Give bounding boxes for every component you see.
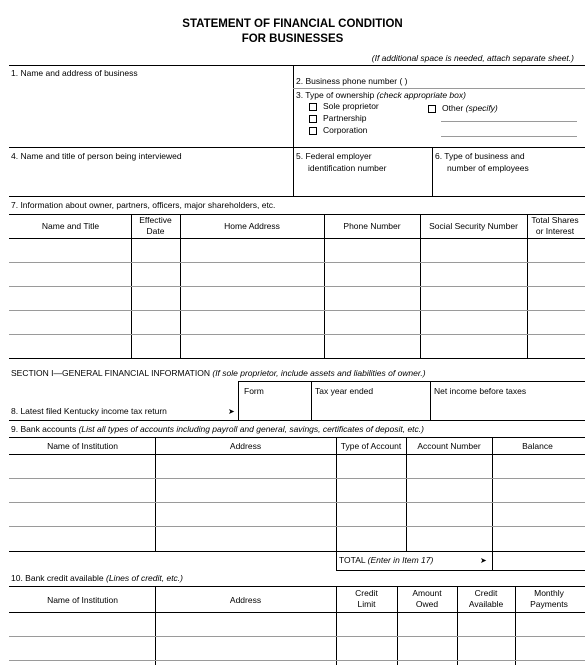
- rule-phone: [293, 88, 585, 89]
- field-5-input[interactable]: [296, 176, 430, 194]
- bank-row-2[interactable]: [10, 479, 584, 502]
- owners-header-ssn: Social Security Number: [429, 221, 518, 231]
- bank-row-4[interactable]: [10, 527, 584, 551]
- checkbox-corporation[interactable]: [309, 127, 317, 135]
- field-5-label-2: identification number: [308, 163, 387, 173]
- tax-form-label: Form: [244, 386, 264, 396]
- owners-header-shares-1: Total Shares: [531, 215, 579, 225]
- credit-header-payments-2: Payments: [530, 599, 568, 609]
- bank-header-type: Type of Account: [340, 441, 402, 451]
- field-4-input[interactable]: [10, 163, 290, 194]
- credit-header-limit-1: Credit: [355, 588, 378, 598]
- field-4-label: 4. Name and title of person being interviewed: [11, 151, 182, 161]
- field-1-input[interactable]: [10, 80, 290, 144]
- field-2-label: 2. Business phone number ( ): [296, 76, 408, 86]
- field-8-arrow-icon: ➤: [228, 407, 235, 416]
- owners-header-effective-2: Date: [146, 226, 165, 236]
- rule-col-mid: [293, 65, 294, 196]
- credit-header-payments-1: Monthly: [534, 588, 564, 598]
- owners-row-2[interactable]: [10, 263, 584, 286]
- credit-row-2[interactable]: [10, 637, 584, 660]
- field-9-hint: (List all types of accounts including payroll and general, savings, certificates of deposit, etc.): [78, 424, 424, 434]
- bank-total-hint: (Enter in Item 17): [367, 555, 434, 565]
- owners-header-effective-1: Effective: [139, 215, 172, 225]
- section-1-heading: [11, 368, 426, 379]
- field-5-label-1: 5. Federal employer: [296, 151, 372, 161]
- rule-top: [9, 65, 585, 66]
- tax-year-label: Tax year ended: [315, 386, 374, 396]
- option-other-hint: (specify): [465, 103, 498, 113]
- bank-header-balance: Balance: [522, 441, 553, 451]
- credit-row-line-2: [9, 660, 585, 661]
- owners-header-name-title: Name and Title: [41, 221, 100, 231]
- field-8-label: 8. Latest filed Kentucky income tax return: [11, 406, 167, 416]
- checkbox-other[interactable]: [428, 105, 436, 113]
- field-10-hint: (Lines of credit, etc.): [106, 573, 184, 583]
- field-6-input[interactable]: [435, 176, 583, 194]
- field-3-text: 3. Type of ownership: [296, 90, 375, 100]
- tax-form-input[interactable]: [240, 398, 309, 418]
- bank-row-1[interactable]: [10, 455, 584, 478]
- credit-table-top: [9, 586, 585, 587]
- other-specify-line-2: [441, 136, 577, 137]
- credit-header-available-1: Credit: [474, 588, 498, 598]
- owners-table-top: [9, 214, 585, 215]
- bank-header-address: Address: [229, 441, 262, 451]
- owners-row-5[interactable]: [10, 335, 584, 358]
- field-6-label-1: 6. Type of business and: [435, 151, 525, 161]
- bank-total-text: TOTAL: [339, 555, 366, 565]
- other-specify-input[interactable]: [441, 112, 577, 136]
- owners-header-home-address: Home Address: [224, 221, 280, 231]
- credit-header-owed-1: Amount: [412, 588, 442, 598]
- bank-total-label: [339, 555, 433, 566]
- field-3-label: [296, 90, 466, 101]
- bank-table-top: [9, 437, 585, 438]
- option-corporation-label: Corporation: [323, 125, 368, 135]
- form-title-line2: FOR BUSINESSES: [241, 33, 344, 45]
- credit-header-address: Address: [229, 595, 262, 605]
- field-6-label-2: number of employees: [447, 163, 529, 173]
- option-corporation[interactable]: [309, 125, 367, 136]
- tax-year-input[interactable]: [313, 398, 428, 418]
- space-note: (If additional space is needed, attach separate sheet.): [371, 53, 574, 63]
- tax-col-sep-3: [430, 381, 431, 420]
- option-sole-proprietor[interactable]: [309, 101, 379, 112]
- rule-col-6: [432, 147, 433, 196]
- option-partnership[interactable]: [309, 113, 366, 124]
- form-title-line1: STATEMENT OF FINANCIAL CONDITION: [182, 18, 403, 30]
- bank-total-bottom: [336, 570, 585, 571]
- owners-header-phone: Phone Number: [343, 221, 401, 231]
- credit-header-institution: Name of Institution: [47, 595, 118, 605]
- option-other-label: Other: [442, 103, 464, 113]
- field-3-hint: (check appropriate box): [376, 90, 466, 100]
- tax-col-sep-2: [311, 381, 312, 420]
- option-partnership-label: Partnership: [323, 113, 367, 123]
- field-10-label: [11, 573, 183, 584]
- credit-row-1[interactable]: [10, 613, 584, 636]
- rule-row3: [9, 196, 585, 197]
- credit-header-owed-2: Owed: [415, 599, 439, 609]
- owners-table-bottom: [9, 358, 585, 359]
- owners-row-3[interactable]: [10, 287, 584, 310]
- tax-col-sep-1: [238, 381, 239, 420]
- bank-total-input[interactable]: [494, 552, 583, 569]
- credit-header-available-2: Available: [468, 599, 504, 609]
- field-9-text: 9. Bank accounts: [11, 424, 77, 434]
- section-1-hint: (If sole proprietor, include assets and liabilities of owner.): [212, 368, 426, 378]
- bank-header-account-number: Account Number: [417, 441, 481, 451]
- owners-row-1[interactable]: [10, 239, 584, 262]
- field-2-input[interactable]: [404, 74, 432, 86]
- bank-header-institution: Name of Institution: [47, 441, 118, 451]
- checkbox-sole-proprietor[interactable]: [309, 103, 317, 111]
- field-9-label: [11, 424, 424, 435]
- section-1-rule: [238, 381, 585, 382]
- field-1-label: 1. Name and address of business: [11, 68, 138, 78]
- option-sole-proprietor-label: Sole proprietor: [323, 101, 379, 111]
- section-1-title: SECTION I—GENERAL FINANCIAL INFORMATION: [11, 368, 210, 378]
- rule-field-8: [9, 420, 585, 421]
- checkbox-partnership[interactable]: [309, 115, 317, 123]
- net-income-label: Net income before taxes: [434, 386, 527, 396]
- credit-header-limit-2: Limit: [357, 599, 376, 609]
- owners-header-shares-2: or Interest: [535, 226, 575, 236]
- field-10-text: 10. Bank credit available: [11, 573, 104, 583]
- net-income-input[interactable]: [432, 398, 583, 418]
- bank-row-3[interactable]: [10, 503, 584, 526]
- bank-total-arrow-icon: ➤: [480, 556, 487, 565]
- owners-row-4[interactable]: [10, 311, 584, 334]
- rule-row2: [9, 147, 585, 148]
- field-7-label: 7. Information about owner, partners, officers, major shareholders, etc.: [11, 200, 276, 210]
